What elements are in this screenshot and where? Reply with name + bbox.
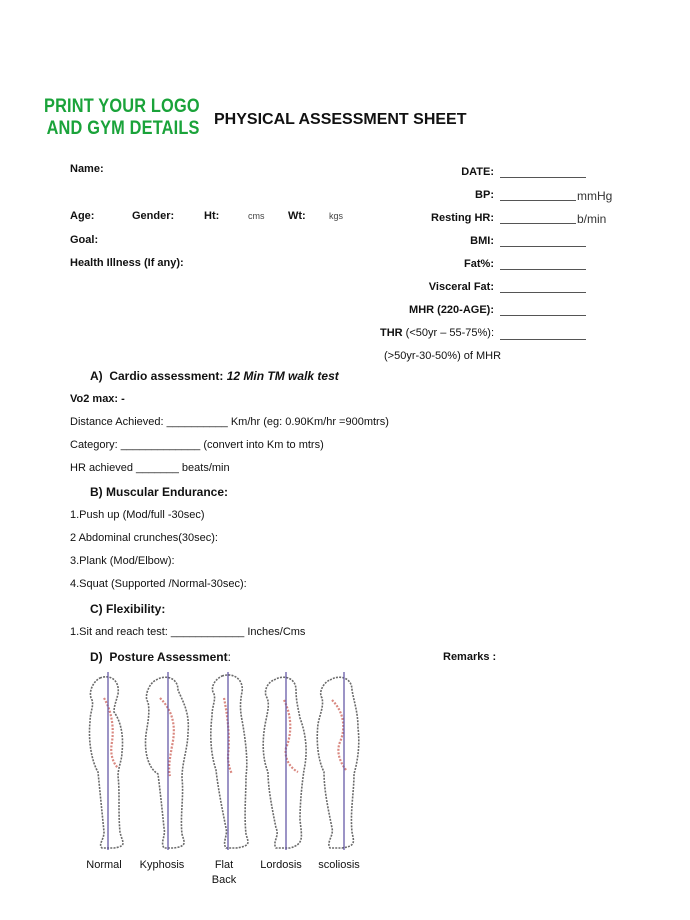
goal-label: Goal: (70, 234, 99, 246)
height-label: Ht: (204, 210, 220, 222)
visceral-fat-label: Visceral Fat: (428, 281, 494, 293)
logo-line-1: PRINT YOUR LOGO (44, 96, 200, 117)
thr-label (334, 327, 494, 339)
fat-field[interactable] (500, 269, 586, 270)
posture-label-normal: Normal (86, 859, 122, 871)
muscular-item-squat: 4.Squat (Supported /Normal-30sec): (70, 578, 247, 590)
height-unit: cms (248, 211, 265, 221)
date-field[interactable] (500, 177, 586, 178)
visceral-fat-field[interactable] (500, 292, 586, 293)
cardio-heading (90, 369, 339, 383)
age-label: Age: (70, 210, 95, 222)
posture-label-kyphosis: Kyphosis (139, 859, 185, 871)
name-label: Name: (70, 163, 104, 175)
gender-label: Gender: (132, 210, 175, 222)
bmi-field[interactable] (500, 246, 586, 247)
flexibility-heading: C) Flexibility: (90, 602, 166, 616)
posture-label-scoliosis: scoliosis (318, 859, 360, 871)
posture-illustration (78, 672, 370, 850)
cardio-heading-test: 12 Min TM walk test (226, 369, 339, 383)
spine-kyphosis (160, 698, 174, 776)
resting-hr-unit: b/min (577, 212, 607, 226)
figure-lordosis-outline (263, 677, 306, 848)
posture-heading-colon: : (227, 650, 231, 664)
cardio-heading-prefix: A) Cardio assessment: (90, 369, 227, 383)
muscular-item-crunches: 2 Abdominal crunches(30sec): (70, 532, 218, 544)
figure-scoliosis-outline (317, 677, 359, 848)
posture-heading-text: D) Posture Assessment (90, 650, 228, 664)
hr-achieved-field: HR achieved _______ beats/min (70, 462, 230, 474)
mhr-label: MHR (220-AGE): (409, 304, 494, 316)
thr-label-range: (<50yr – 55-75%): (402, 327, 494, 339)
category-field: Category: _____________ (convert into Km to mtrs) (70, 439, 324, 451)
muscular-item-plank: 3.Plank (Mod/Elbow): (70, 555, 175, 567)
sit-and-reach-field: 1.Sit and reach test: ____________ Inches/Cms (70, 626, 306, 638)
page-title: PHYSICAL ASSESSMENT SHEET (214, 111, 467, 128)
weight-label: Wt: (288, 210, 306, 222)
thr-field[interactable] (500, 339, 586, 340)
date-label: DATE: (461, 166, 494, 178)
posture-heading (90, 650, 231, 664)
vo2-max-label: Vo2 max: - (70, 393, 125, 405)
logo-placeholder (44, 96, 200, 140)
figure-kyphosis-outline (146, 677, 189, 848)
fat-label: Fat%: (464, 258, 494, 270)
mhr-field[interactable] (500, 315, 586, 316)
distance-achieved-field: Distance Achieved: __________ Km/hr (eg: 0.90Km/hr =900mtrs) (70, 416, 389, 428)
posture-label-flat-back: Flat Back (211, 859, 237, 886)
spine-normal (104, 698, 118, 768)
bp-field[interactable] (500, 200, 576, 201)
bmi-label: BMI: (470, 235, 494, 247)
resting-hr-field[interactable] (500, 223, 576, 224)
muscular-endurance-heading: B) Muscular Endurance: (90, 485, 229, 499)
resting-hr-label: Resting HR: (431, 212, 494, 224)
thr-label-bold: THR (379, 327, 403, 339)
health-illness-label: Health Illness (If any): (70, 257, 184, 269)
weight-unit: kgs (329, 211, 344, 221)
bp-label: BP: (475, 189, 494, 201)
muscular-item-push-up: 1.Push up (Mod/full -30sec) (70, 509, 205, 521)
posture-label-lordosis: Lordosis (260, 859, 302, 871)
remarks-label: Remarks : (443, 651, 497, 663)
logo-line-2: AND GYM DETAILS (46, 118, 200, 139)
thr-note: (>50yr-30-50%) of MHR (384, 350, 502, 362)
bp-unit: mmHg (577, 189, 613, 203)
